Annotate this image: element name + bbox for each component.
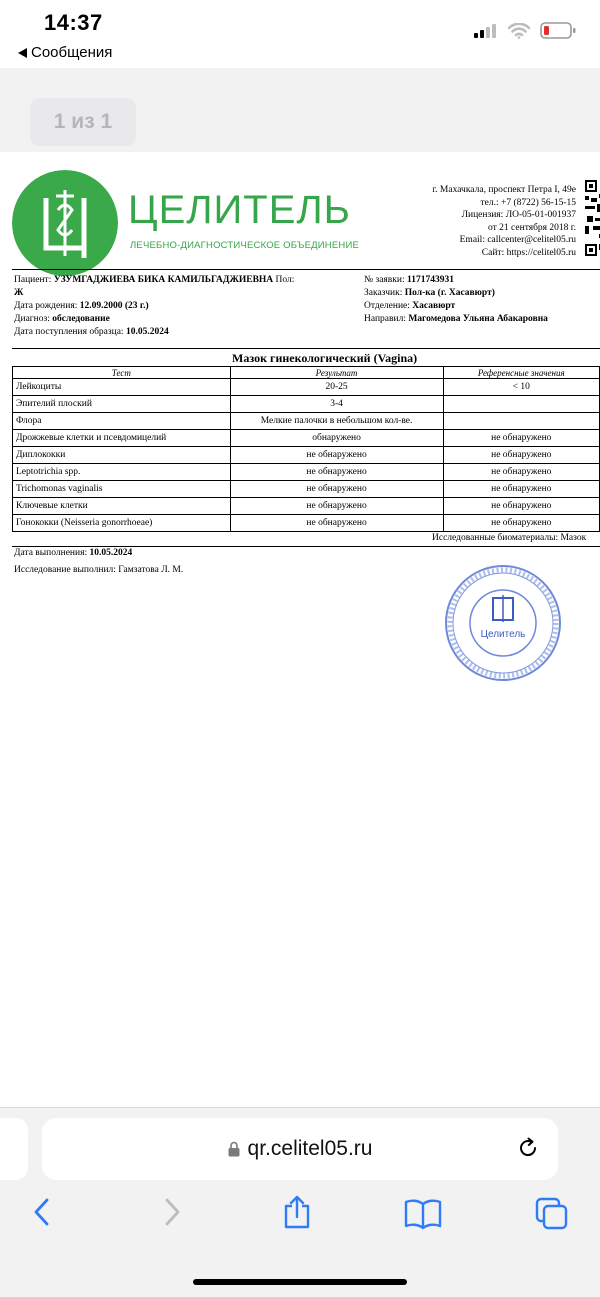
status-time: 14:37 — [44, 10, 103, 35]
cell-reference: не обнаружено — [443, 447, 599, 464]
cell-reference — [443, 396, 599, 413]
contact-site: Сайт: https://celitel05.ru — [481, 247, 576, 258]
cell-test: Флора — [13, 413, 231, 430]
forward-arrow-icon[interactable] — [160, 1196, 184, 1228]
lab-report-document — [0, 152, 600, 1107]
url-text: qr.celitel05.ru — [247, 1137, 373, 1160]
completed-label: Дата выполнения: — [14, 548, 88, 558]
results-table — [12, 366, 600, 532]
back-triangle-icon — [18, 48, 27, 58]
table-row — [13, 413, 600, 430]
department-label: Отделение: — [364, 301, 410, 311]
header-divider — [12, 269, 600, 270]
table-title: Мазок гинекологический (Vagina) — [232, 351, 418, 365]
cell-test: Trichomonas vaginalis — [13, 481, 231, 498]
wifi-icon — [508, 23, 530, 39]
table-row — [13, 430, 600, 447]
referrer-value: Магомедова Ульяна Абакаровна — [408, 314, 548, 324]
table-row — [13, 447, 600, 464]
biomaterials-divider — [12, 531, 600, 532]
cell-reference: < 10 — [443, 379, 599, 396]
patient-label: Пациент: — [14, 275, 52, 285]
table-row — [13, 515, 600, 532]
referrer-line — [364, 313, 600, 326]
cell-result: не обнаружено — [230, 464, 443, 481]
back-to-messages-link[interactable] — [18, 44, 112, 61]
customer-label: Заказчик: — [364, 288, 403, 298]
patient-sex: Ж — [14, 288, 24, 298]
performed-by: Исследование выполнил: Гамзатова Л. М. — [14, 565, 184, 575]
header-reference: Референсные значения — [443, 367, 599, 379]
order-number: 1171743931 — [406, 275, 454, 285]
patient-name: УЗУМГАДЖИЕВА БИКА КАМИЛЬГАДЖИЕВНА — [53, 275, 274, 285]
cell-reference: не обнаружено — [443, 481, 599, 498]
diagnosis-line — [14, 313, 344, 326]
order-number-label: № заявки: — [364, 275, 405, 285]
cell-result: Мелкие палочки в небольшом кол-ве. — [230, 413, 443, 430]
contact-email: Email: callcenter@celitel05.ru — [459, 235, 576, 245]
browser-toolbar — [0, 1107, 600, 1297]
cell-result: 3-4 — [230, 396, 443, 413]
table-row — [13, 498, 600, 515]
table-header-row — [13, 367, 600, 379]
cell-test: Лейкоциты — [13, 379, 231, 396]
sex-label: Пол: — [275, 275, 295, 285]
address-bar[interactable] — [42, 1118, 558, 1180]
lock-icon — [228, 1141, 240, 1157]
referrer-label: Направил: — [364, 314, 406, 324]
viewer-top-strip — [0, 68, 600, 152]
department-value: Хасавюрт — [412, 301, 456, 311]
order-info — [364, 274, 600, 326]
brand-subtitle: ЛЕЧЕБНО-ДИАГНОСТИЧЕСКОЕ ОБЪЕДИНЕНИЕ — [130, 240, 360, 251]
qr-code-icon — [585, 180, 600, 258]
status-bar — [0, 0, 600, 68]
cell-result: обнаружено — [230, 430, 443, 447]
cellular-signal-icon — [474, 24, 498, 38]
cell-reference: не обнаружено — [443, 430, 599, 447]
status-icons — [474, 22, 576, 39]
cell-test: Эпителий плоский — [13, 396, 231, 413]
reload-icon[interactable] — [516, 1136, 540, 1160]
back-arrow-icon[interactable] — [30, 1196, 54, 1228]
completed-date-line — [14, 548, 132, 558]
contact-license: Лицензия: ЛО-05-01-001937 — [461, 210, 576, 220]
brand-logo-icon — [12, 170, 118, 276]
cell-reference: не обнаружено — [443, 515, 599, 532]
table-row — [13, 379, 600, 396]
cell-test: Leptotrichia spp. — [13, 464, 231, 481]
cell-reference: не обнаружено — [443, 464, 599, 481]
biomaterials-note: Исследованные биоматериалы: Мазок — [432, 533, 587, 543]
page-counter: 1 из 1 — [30, 98, 136, 146]
table-row — [13, 464, 600, 481]
cell-reference — [443, 413, 599, 430]
clinic-stamp-icon — [444, 564, 562, 682]
home-indicator — [193, 1279, 407, 1285]
contacts-block — [432, 184, 576, 259]
dob-line — [14, 300, 344, 313]
previous-tab-preview[interactable] — [0, 1118, 28, 1180]
brand-name: ЦЕЛИТЕЛЬ — [128, 188, 351, 232]
sample-date-label: Дата поступления образца: — [14, 327, 124, 337]
bookmarks-icon[interactable] — [404, 1198, 442, 1230]
cell-reference: не обнаружено — [443, 498, 599, 515]
share-icon[interactable] — [281, 1194, 313, 1230]
battery-low-icon — [540, 22, 576, 39]
completed-date: 10.05.2024 — [89, 548, 133, 558]
cell-result: 20-25 — [230, 379, 443, 396]
cell-test: Диплококки — [13, 447, 231, 464]
dob-value: 12.09.2000 (23 г.) — [79, 301, 149, 311]
header-test: Тест — [13, 367, 231, 379]
customer-line — [364, 287, 600, 300]
sample-date-value: 10.05.2024 — [125, 327, 169, 337]
order-number-line — [364, 274, 600, 287]
customer-value: Пол-ка (г. Хасавюрт) — [404, 288, 495, 298]
contact-address: г. Махачкала, проспект Петра I, 49е — [432, 185, 576, 195]
header-result: Результат — [230, 367, 443, 379]
diagnosis-label: Диагноз: — [14, 314, 50, 324]
table-row — [13, 481, 600, 498]
contact-phone: тел.: +7 (8722) 56-15-15 — [480, 197, 576, 208]
cell-result: не обнаружено — [230, 481, 443, 498]
cell-test: Гонококки (Neisseria gonorrhoeae) — [13, 515, 231, 532]
stamp-text: Целитель — [480, 629, 526, 640]
back-label: Сообщения — [31, 44, 113, 61]
cell-result: не обнаружено — [230, 515, 443, 532]
patient-info — [14, 274, 344, 339]
cell-test: Дрожжевые клетки и псевдомицелий — [13, 430, 231, 447]
table-top-divider — [12, 348, 600, 349]
footer-divider — [12, 546, 600, 547]
dob-label: Дата рождения: — [14, 301, 78, 311]
table-row — [13, 396, 600, 413]
sample-date-line — [14, 326, 344, 339]
contact-license-date: от 21 сентября 2018 г. — [488, 222, 576, 233]
diagnosis-value: обследование — [52, 314, 110, 324]
cell-result: не обнаружено — [230, 447, 443, 464]
cell-test: Ключевые клетки — [13, 498, 231, 515]
cell-result: не обнаружено — [230, 498, 443, 515]
patient-name-line — [14, 274, 344, 287]
department-line — [364, 300, 600, 313]
tabs-icon[interactable] — [534, 1196, 570, 1232]
